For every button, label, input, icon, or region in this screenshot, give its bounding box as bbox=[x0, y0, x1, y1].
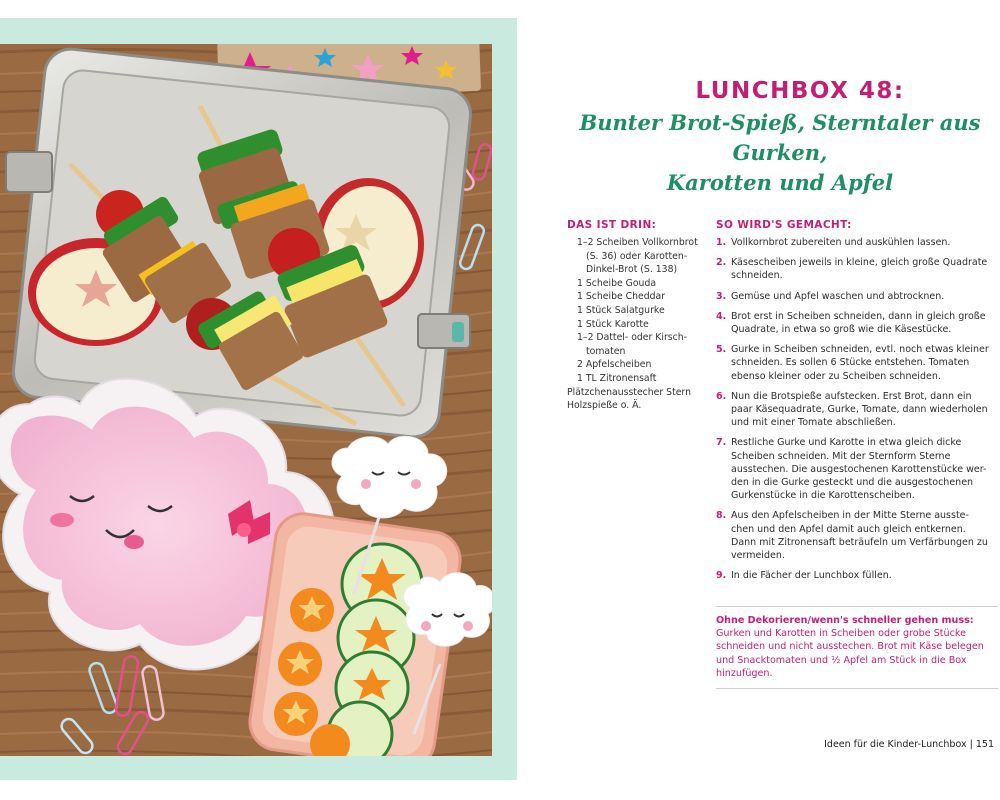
ingredients-list bbox=[567, 236, 709, 413]
instruction-step bbox=[716, 436, 1000, 502]
ingredient-item: Holzspieße o. Ä. bbox=[567, 400, 642, 412]
step-text-line: Käsescheiben jeweils in kleine, gleich große Quadrate bbox=[731, 257, 988, 269]
instruction-step bbox=[716, 390, 1000, 430]
page-number: 151 bbox=[975, 739, 994, 750]
step-number: 4. bbox=[716, 310, 727, 322]
step-text-line: den in die Gurke gesteckt und die ausgestochenen bbox=[731, 477, 974, 489]
ingredient-item: 1 Scheibe Cheddar bbox=[577, 291, 666, 303]
step-text-line: chen und den Apfel damit auch gleich entkernen. bbox=[731, 523, 966, 535]
ingredient-item: 1 TL Zitronensaft bbox=[577, 372, 657, 384]
step-text-line: Gurke in Scheiben schneiden, evtl. noch etwas kleiner bbox=[731, 344, 989, 356]
tip-top-divider bbox=[716, 606, 998, 607]
step-text-line: Quadrate, in etwa so groß wie die Käsestücke. bbox=[731, 324, 952, 336]
ingredient-item: 1–2 Scheiben Vollkornbrot bbox=[577, 237, 698, 248]
instruction-step bbox=[716, 509, 1000, 562]
tip-bottom-divider bbox=[716, 688, 998, 689]
step-text-line: Restliche Gurke und Karotte in etwa gleich dicke bbox=[731, 437, 962, 449]
ingredient-item: 1–2 Dattel- oder Kirsch- bbox=[577, 332, 687, 344]
step-number: 8. bbox=[716, 510, 727, 522]
step-number: 3. bbox=[716, 290, 727, 302]
ingredient-item: 1 Scheibe Gouda bbox=[577, 277, 657, 289]
lunchbox-photo bbox=[0, 44, 492, 756]
recipe-title bbox=[560, 108, 1000, 198]
tip-line: Gurken und Karotten in Scheiben oder grobe Stücke bbox=[716, 628, 967, 640]
step-text-line: Dann mit Zitronensaft beträufeln um Verfärbungen zu bbox=[731, 536, 988, 548]
ingredient-item: 1 Stück Salatgurke bbox=[577, 304, 665, 316]
instruction-step bbox=[716, 310, 1000, 336]
step-text-line: Vollkornbrot zubereiten und auskühlen lassen. bbox=[731, 237, 951, 248]
step-text-line: vermeiden. bbox=[731, 550, 785, 562]
ingredient-item: tomaten bbox=[586, 345, 626, 357]
recipe-number-heading: LUNCHBOX 48: bbox=[695, 78, 905, 104]
ingredient-item: 1 Stück Karotte bbox=[577, 318, 649, 330]
step-text-line: Scheiben schneiden. Mit der Sternform Sterne bbox=[731, 450, 951, 462]
instruction-step bbox=[716, 236, 1000, 249]
step-text-line: und mit einer Tomate abschließen. bbox=[731, 417, 896, 429]
recipe-title-line-1: Bunter Brot-Spieß, Sterntaler aus Gurken, bbox=[579, 110, 981, 165]
step-number: 2. bbox=[716, 257, 727, 269]
step-text-line: Brot erst in Scheiben schneiden, dann in gleich große bbox=[731, 310, 986, 322]
step-text-line: Gemüse und Apfel waschen und abtrocknen. bbox=[731, 290, 945, 302]
instructions-list bbox=[716, 236, 1000, 589]
tip-line: und Snacktomaten und ½ Apfel am Stück in die Box bbox=[716, 654, 967, 666]
recipe-title-line-2: Karotten und Apfel bbox=[666, 170, 894, 195]
footer-section-title: Ideen für die Kinder-Lunchbox bbox=[824, 739, 967, 750]
step-text-line: paar Käsequadrate, Gurke, Tomate, dann wiederholen bbox=[731, 404, 988, 416]
ingredient-item: Dinkel-Brot (S. 138) bbox=[586, 264, 678, 276]
tip-line: hinzufügen. bbox=[716, 667, 773, 679]
instructions-title: SO WIRD'S GEMACHT: bbox=[716, 219, 852, 231]
step-number: 1. bbox=[716, 237, 727, 248]
step-number: 7. bbox=[716, 437, 727, 449]
step-text-line: schneiden. bbox=[731, 270, 783, 282]
instruction-step bbox=[716, 290, 1000, 303]
step-text-line: Aus den Apfelscheiben in der Mitte Sterne ausste- bbox=[731, 510, 969, 522]
step-text-line: Gurkenstücke in die Karottenscheiben. bbox=[731, 490, 915, 502]
step-number: 9. bbox=[716, 570, 727, 582]
step-text-line: ebenso kleiner oder zu Scheiben schneiden. bbox=[731, 370, 941, 382]
page-footer bbox=[824, 739, 994, 750]
ingredient-item: 2 Apfelscheiben bbox=[577, 359, 652, 371]
step-text-line: schneiden. Es sollen 6 Stücke entstehen. Tomaten bbox=[731, 357, 970, 369]
footer-separator: | bbox=[969, 739, 973, 750]
step-text-line: In die Fächer der Lunchbox füllen. bbox=[731, 570, 892, 582]
ingredient-item: (S. 36) oder Karotten- bbox=[586, 250, 688, 262]
instruction-step bbox=[716, 343, 1000, 383]
step-text-line: ausstechen. Die ausgestochenen Karottenstücke wer- bbox=[731, 463, 987, 475]
tip-line: schneiden und nicht ausstechen. Brot mit Käse belegen bbox=[716, 641, 984, 653]
step-number: 5. bbox=[716, 344, 727, 356]
ingredient-item: Plätzchenausstecher Stern bbox=[567, 386, 691, 398]
quick-tip-box bbox=[716, 614, 1000, 680]
tip-title: Ohne Dekorieren/wenn's schneller gehen muss: bbox=[716, 615, 974, 626]
instruction-step bbox=[716, 256, 1000, 282]
instruction-step bbox=[716, 569, 1000, 582]
step-text-line: Nun die Brotspieße aufstecken. Erst Brot, dann ein bbox=[731, 390, 972, 402]
step-number: 6. bbox=[716, 390, 727, 402]
ingredients-title: DAS IST DRIN: bbox=[567, 219, 657, 231]
